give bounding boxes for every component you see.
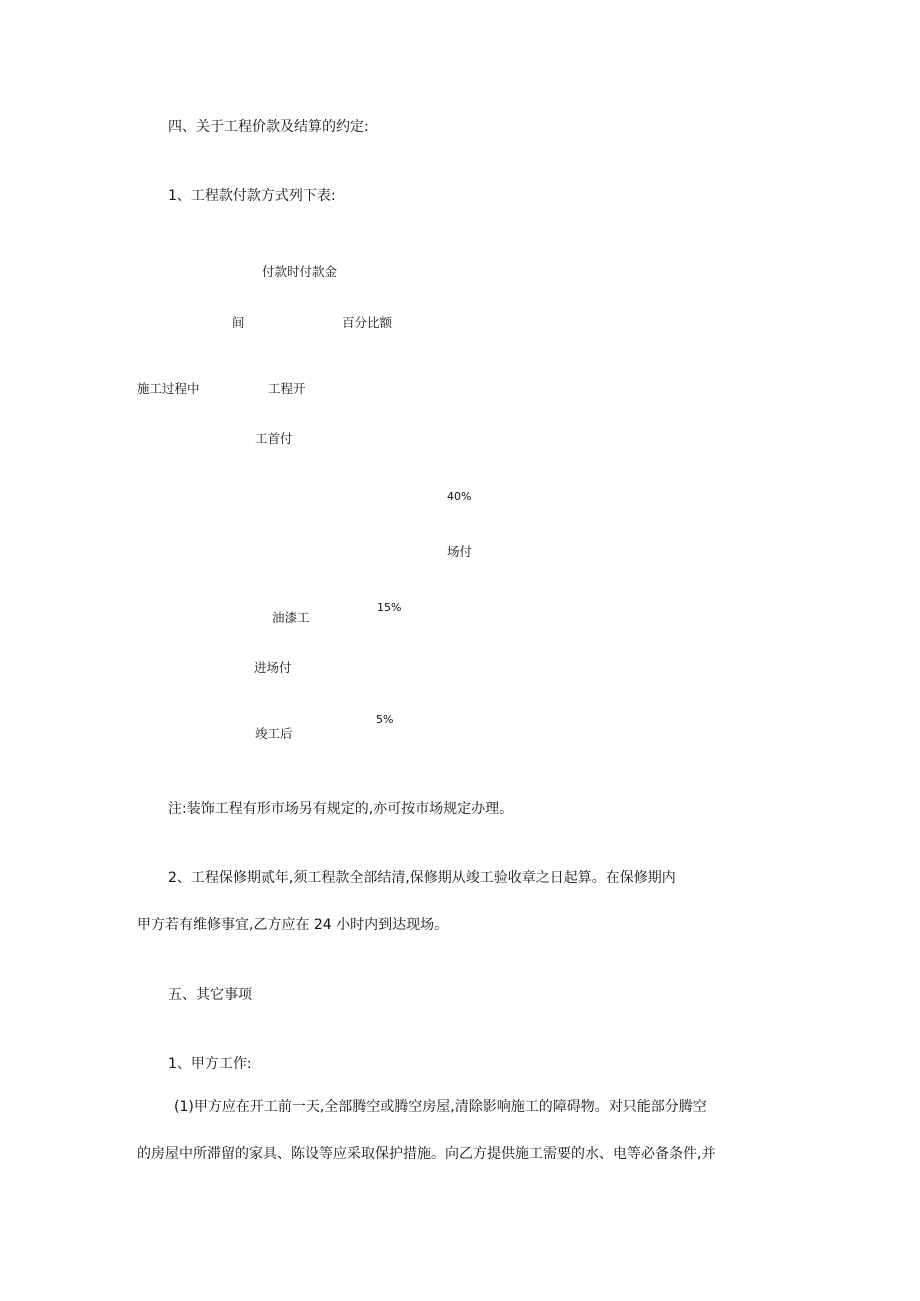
section4-item1: 1、工程款付款方式列下表:	[168, 188, 336, 204]
table-row1-tail: 场付	[447, 544, 473, 559]
table-note: 注:装饰工程有形市场另有规定的,亦可按市场规定办理。	[168, 801, 514, 817]
item2-line2: 甲方若有维修事宜,乙方应在 24 小时内到达现场。	[137, 917, 449, 933]
table-row2-line1: 油漆工	[272, 610, 310, 625]
section5-para-line2: 的房屋中所滞留的家具、陈设等应采取保护措施。向乙方提供施工需要的水、电等必备条件,并	[137, 1146, 716, 1162]
table-row2-percent: 15%	[377, 601, 402, 614]
table-row3-percent: 5%	[376, 713, 394, 726]
table-row1-line1: 工程开	[268, 381, 306, 396]
table-stage-label: 施工过程中	[137, 381, 200, 396]
section5-heading: 五、其它事项	[168, 987, 252, 1003]
table-header-col1-line2: 间	[232, 315, 245, 330]
table-row1-percent: 40%	[447, 490, 472, 503]
section5-para-line1: (1)甲方应在开工前一天,全部腾空或腾空房屋,清除影响施工的障碍物。对只能部分腾空	[174, 1099, 707, 1115]
table-header-col2: 百分比额	[342, 315, 393, 330]
table-row3-label: 竣工后	[255, 726, 293, 741]
table-row1-line2: 工首付	[255, 431, 293, 446]
item2-line1: 2、工程保修期贰年,须工程款全部结清,保修期从竣工验收章之日起算。在保修期内	[168, 870, 676, 886]
section4-heading: 四、关于工程价款及结算的约定:	[168, 119, 369, 135]
table-header-col1-line1: 付款时付款金	[262, 264, 338, 279]
table-row2-line2: 进场付	[254, 660, 292, 675]
section5-item1: 1、甲方工作:	[168, 1056, 252, 1072]
